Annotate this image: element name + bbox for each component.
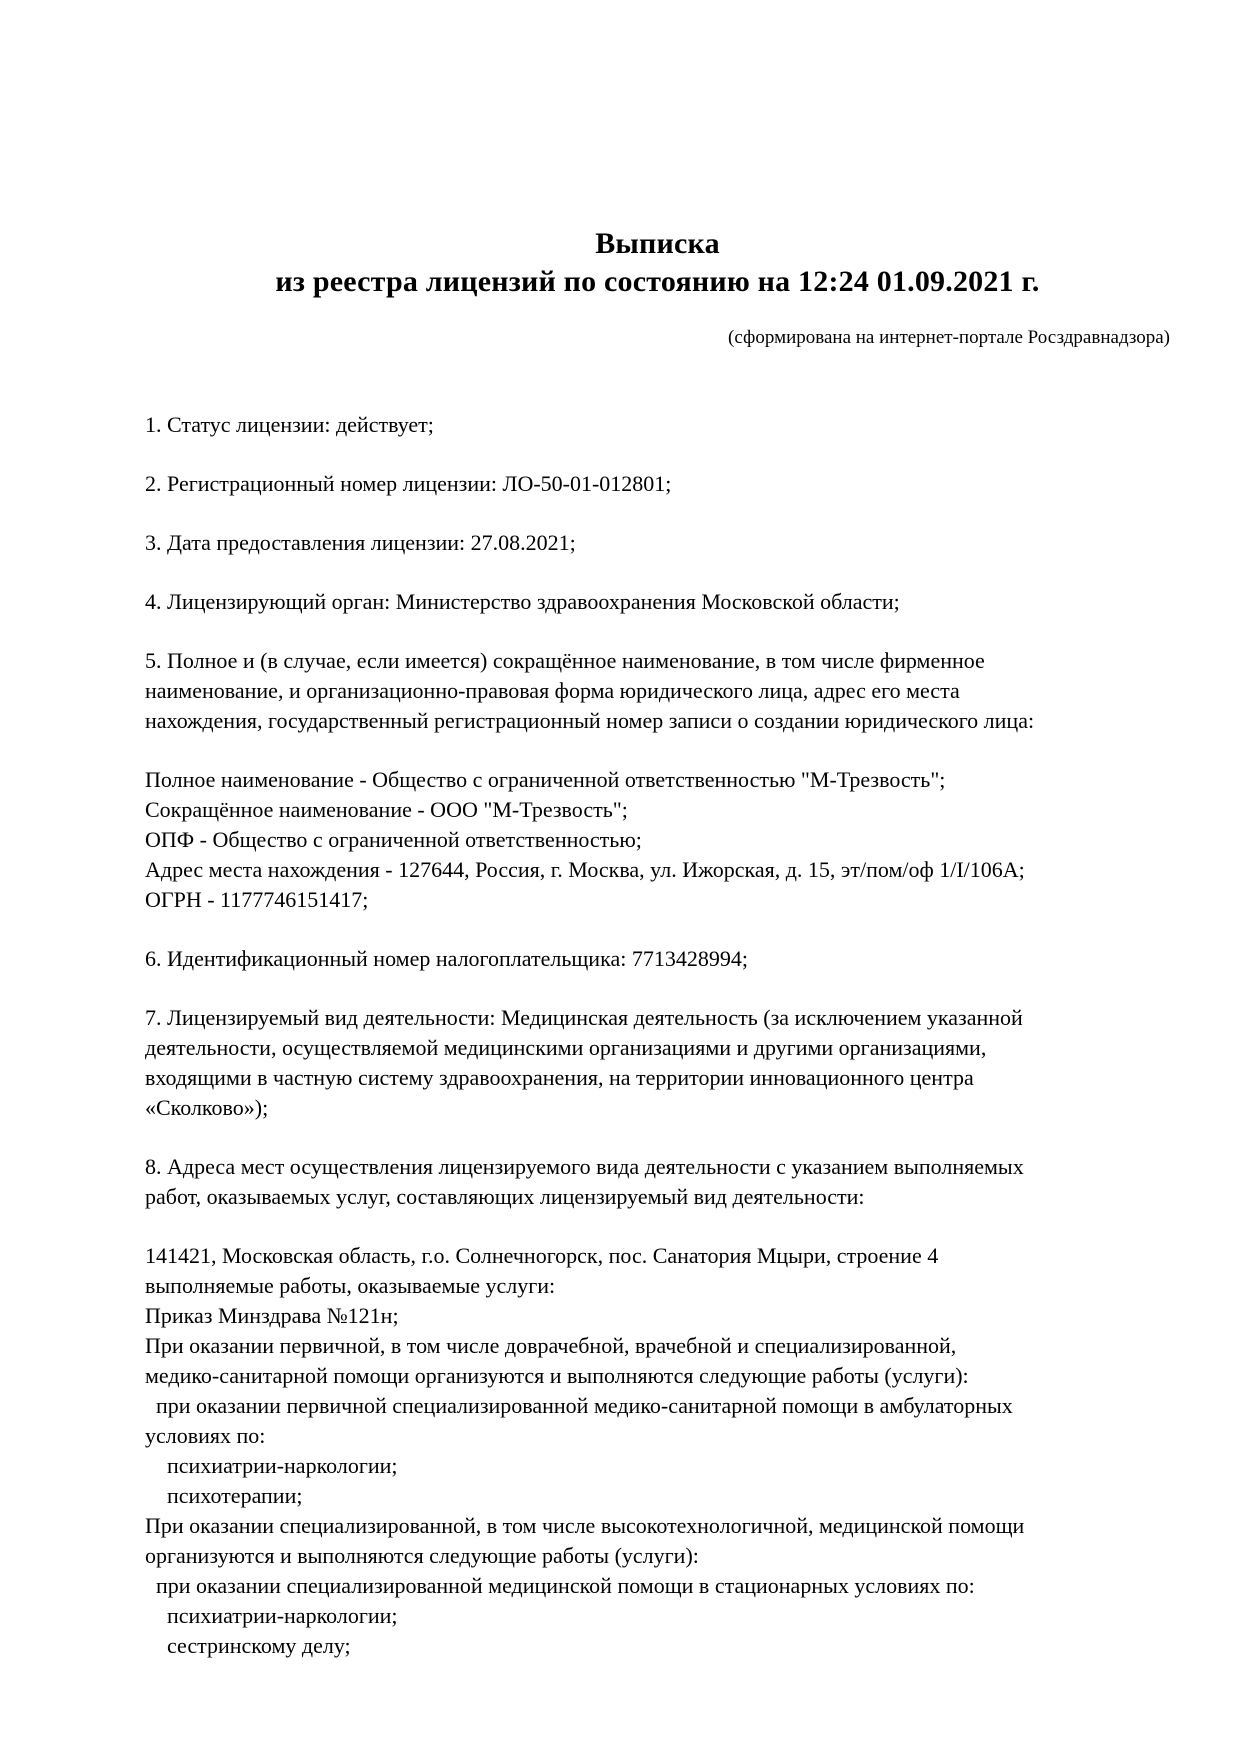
text-line: деятельности, осуществляемой медицинскими организациями и другими организациями, — [145, 1035, 987, 1060]
paragraph — [145, 528, 1170, 558]
text-line: 4. Лицензирующий орган: Министерство здравоохранения Московской области; — [145, 589, 900, 614]
text-line: «Сколково»); — [145, 1095, 269, 1120]
paragraph — [145, 587, 1170, 617]
text-line: условиях по: — [145, 1423, 266, 1448]
paragraph — [145, 410, 1170, 440]
paragraph — [145, 944, 1170, 974]
text-line: 2. Регистрационный номер лицензии: ЛО-50-01-012801; — [145, 471, 672, 496]
text-line: При оказании первичной, в том числе доврачебной, врачебной и специализированной, — [145, 1333, 957, 1358]
text-line: 7. Лицензируемый вид деятельности: Медицинская деятельность (за исключением указанной — [145, 1005, 1023, 1030]
paragraph — [145, 469, 1170, 499]
paragraph — [145, 1152, 1170, 1212]
paragraph — [145, 1003, 1170, 1123]
text-line: 1. Статус лицензии: действует; — [145, 412, 434, 437]
text-line: входящими в частную систему здравоохранения, на территории инновационного центра — [145, 1065, 974, 1090]
text-line: организуются и выполняются следующие работы (услуги): — [145, 1543, 699, 1568]
text-line: 5. Полное и (в случае, если имеется) сокращённое наименование, в том числе фирменное — [145, 648, 985, 673]
text-line: психиатрии-наркологии; — [145, 1603, 398, 1628]
text-line: 141421, Московская область, г.о. Солнечногорск, пос. Санатория Мцыри, строение 4 — [145, 1243, 939, 1268]
paragraph — [145, 646, 1170, 736]
text-line: 6. Идентификационный номер налогоплательщика: 7713428994; — [145, 946, 748, 971]
text-line: медико-санитарной помощи организуются и выполняются следующие работы (услуги): — [145, 1363, 969, 1388]
text-line: при оказании специализированной медицинской помощи в стационарных условиях по: — [145, 1573, 975, 1598]
text-line: 3. Дата предоставления лицензии: 27.08.2021; — [145, 530, 576, 555]
document-title-line2: из реестра лицензий по состоянию на 12:24 01.09.2021 г. — [275, 265, 1040, 298]
text-line: наименование, и организационно-правовая форма юридического лица, адрес его места — [145, 678, 960, 703]
text-line: выполняемые работы, оказываемые услуги: — [145, 1273, 556, 1298]
document-title-line1: Выписка — [595, 227, 720, 260]
paragraph — [145, 1241, 1170, 1661]
text-line: психотерапии; — [145, 1483, 303, 1508]
text-line: нахождения, государственный регистрационный номер записи о создании юридического лица: — [145, 708, 1035, 733]
document-title — [145, 225, 1170, 301]
text-line: При оказании специализированной, в том числе высокотехнологичной, медицинской помощи — [145, 1513, 1025, 1538]
text-line: психиатрии-наркологии; — [145, 1453, 398, 1478]
text-line: Адрес места нахождения - 127644, Россия, г. Москва, ул. Ижорская, д. 15, эт/пом/оф 1/I/106А; — [145, 857, 1025, 882]
text-line: работ, оказываемых услуг, составляющих лицензируемый вид деятельности: — [145, 1184, 865, 1209]
document-body — [145, 410, 1170, 1661]
text-line: сестринскому делу; — [145, 1633, 351, 1658]
text-line: ОГРН - 1177746151417; — [145, 887, 369, 912]
paragraph — [145, 765, 1170, 915]
generated-note: (сформирована на интернет-портале Росздравнадзора) — [728, 327, 1170, 348]
text-line: при оказании первичной специализированной медико-санитарной помощи в амбулаторных — [145, 1393, 1013, 1418]
text-line: Приказ Минздрава №121н; — [145, 1303, 399, 1328]
text-line: Полное наименование - Общество с ограниченной ответственностью "М-Трезвость"; — [145, 767, 946, 792]
text-line: 8. Адреса мест осуществления лицензируемого вида деятельности с указанием выполняемых — [145, 1154, 1024, 1179]
text-line: Сокращённое наименование - ООО "М-Трезвость"; — [145, 797, 628, 822]
text-line: ОПФ - Общество с ограниченной ответственностью; — [145, 827, 642, 852]
